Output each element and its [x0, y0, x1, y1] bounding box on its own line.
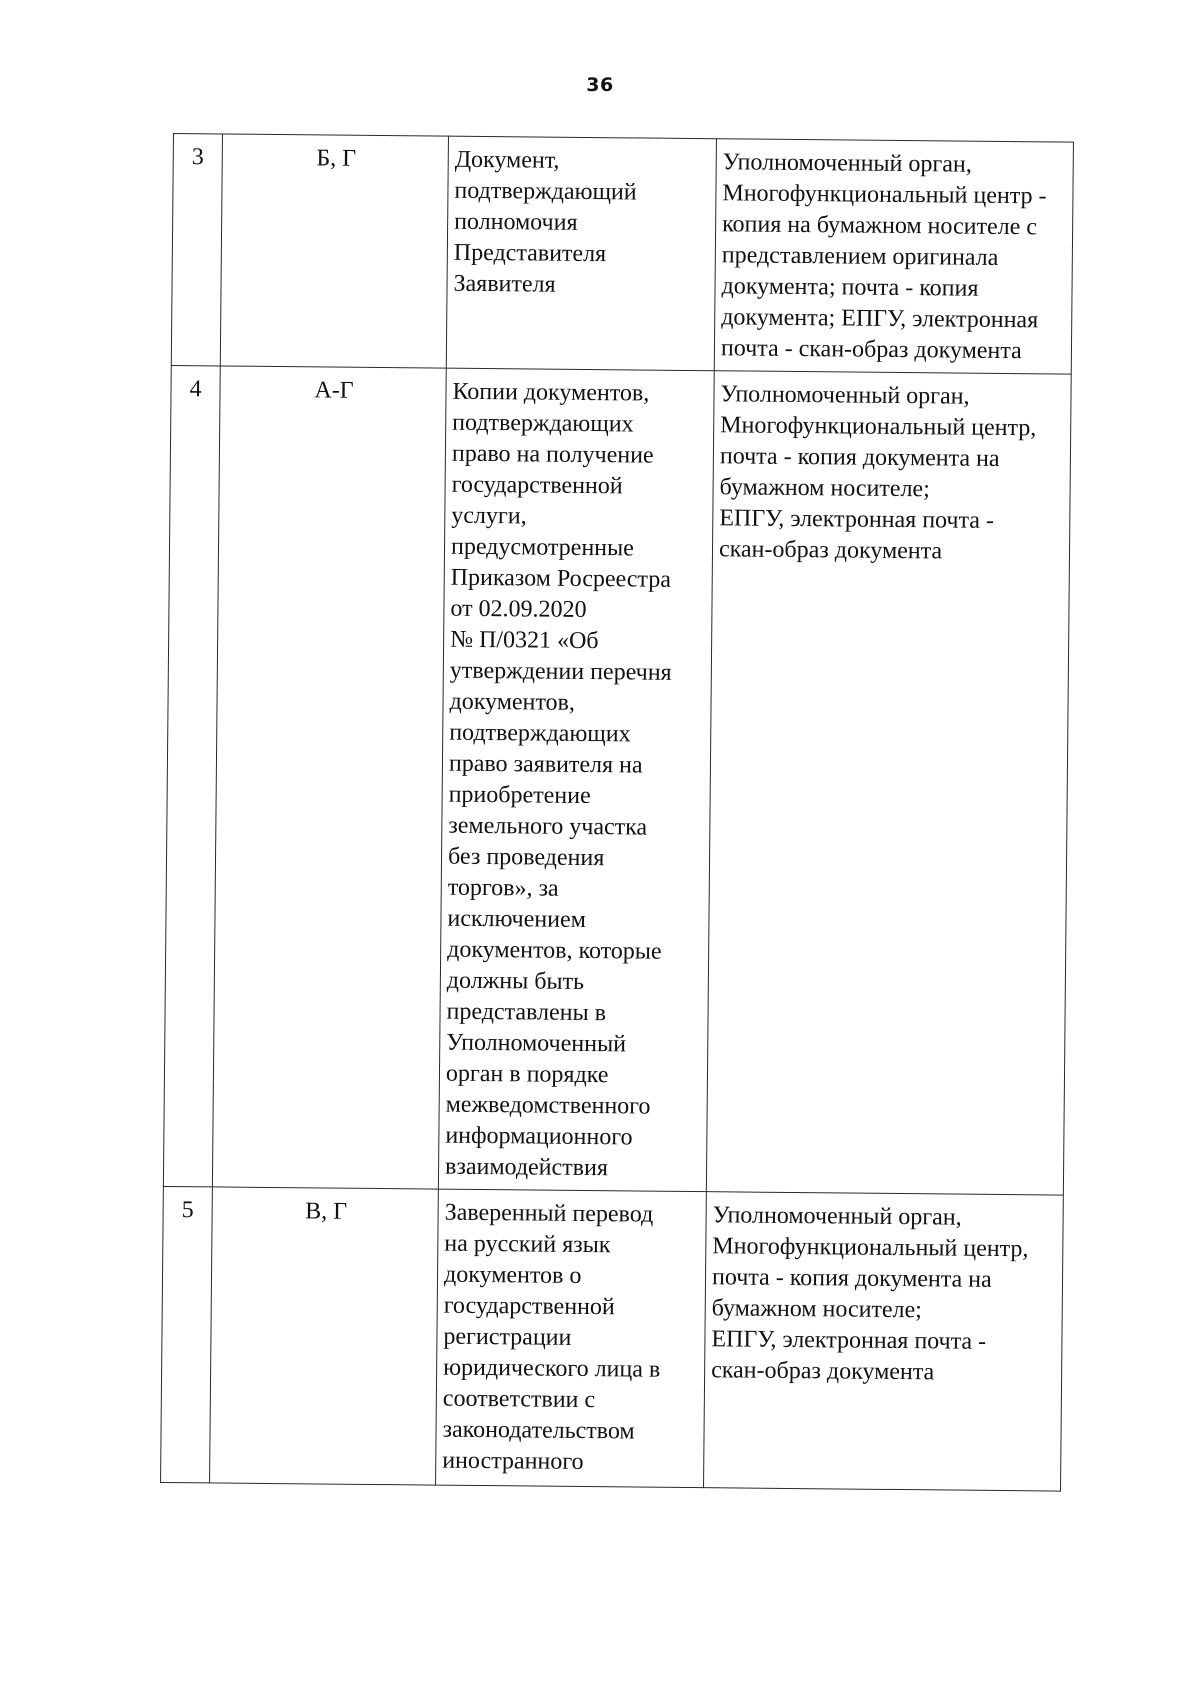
submission-method: Уполномоченный орган, Многофункциональный центр, почта - копия документа на бумажном носителе; ЕПГУ, электронная почта - скан-образ документа	[706, 371, 1071, 1195]
table-row	[171, 134, 1073, 375]
document-description: Заверенный перевод на русский язык документов о государственной регистрации юридического лица в соответствии с законодательством иностранного	[436, 1189, 707, 1488]
submission-method: Уполномоченный орган, Многофункциональный центр - копия на бумажном носителе с представлением оригинала документа; почта - копия документа; ЕПГУ, электронная почта - скан-образ документа	[714, 139, 1073, 374]
applicant-category: В, Г	[210, 1187, 439, 1485]
applicant-category: Б, Г	[220, 134, 448, 368]
document-description: Копии документов, подтверждающих право на получение государственной услуги, предусмотренные Приказом Росреестра от 02.09.2020 № П/0321 «Об утверждении перечня документов, подтверждающих право заявителя на приобретение земельного участка без проведения торгов», за исключением документов, которые должны быть представлены в Уполномоченный орган в порядке межведомственного информационного взаимодействия	[438, 368, 714, 1192]
row-number: 3	[171, 134, 222, 366]
page-number: 36	[586, 74, 614, 96]
document-description: Документ, подтверждающий полномочия Представителя Заявителя	[446, 136, 716, 371]
row-number: 4	[163, 365, 220, 1186]
table-row	[163, 365, 1071, 1195]
row-number: 5	[161, 1186, 213, 1482]
table-row	[161, 1186, 1064, 1491]
applicant-category: А-Г	[212, 366, 446, 1189]
documents-table	[160, 133, 1074, 1492]
submission-method: Уполномоченный орган, Многофункциональный центр, почта - копия документа на бумажном носителе; ЕПГУ, электронная почта - скан-образ документа	[704, 1192, 1064, 1491]
